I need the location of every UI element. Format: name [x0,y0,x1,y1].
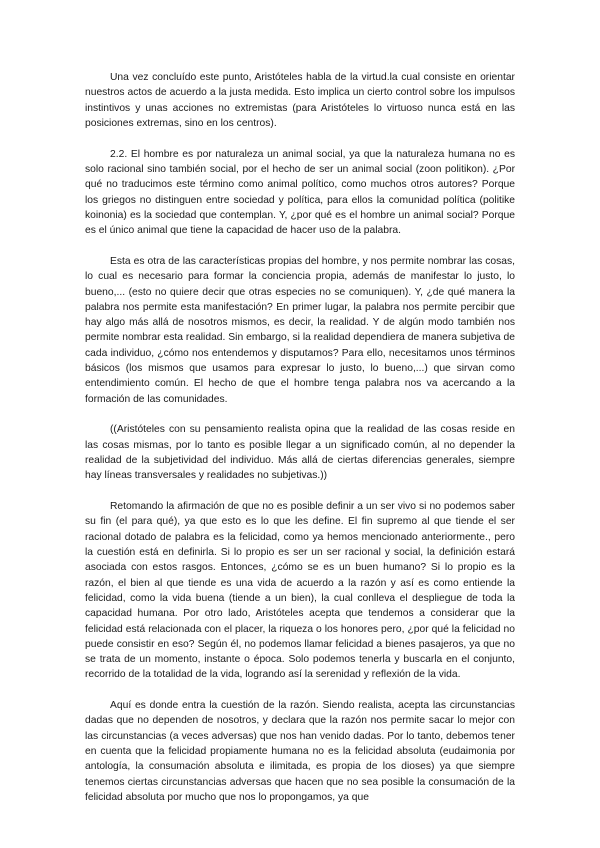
document-body [85,70,515,805]
paragraph-reason: Aquí es donde entra la cuestión de la razón. Siendo realista, acepta las circunstancias dadas que no dependen de nosotros, y declara que la razón nos permite sacar lo mejor con las circunstancias (a veces adversas) que nos han venido dadas. Por lo tanto, debemos tener en cuenta que la felicidad propiamente humana no es la felicidad absoluta (eudaimonia por antología, la consumación absoluta e ilimitada, es propia de los dioses) ya que siempre tenemos ciertas circunstancias adversas que hacen que no sea posible la consumación de la felicidad absoluta por mucho que nos lo propongamos, ya que [85,700,515,803]
paragraph-happiness: Retomando la afirmación de que no es posible definir a un ser vivo si no podemos saber su fin (el para qué), ya que esto es lo que les define. El fin supremo al que tiende el ser racional dotado de palabra es la felicidad, como ya hemos mencionado anteriormente., pero la cuestión está en definirla. Si lo propio es ser un ser racional y social, la definición estará asociada con estos rasgos. Entonces, ¿cómo se es un buen humano? Si lo propio es la razón, el bien al que tiende es una vida de acuerdo a la razón y así es como entiende la felicidad, como la vida buena (tiende a un bien), la cual conlleva el despliegue de toda la capacidad humana. Por otro lado, Aristóteles acepta que tendemos a considerar que la felicidad está relacionada con el placer, la riqueza o los honores pero, ¿por qué la felicidad no puede consistir en eso? Según él, no podemos llamar felicidad a bienes pasajeros, ya que no se trata de un momento, instante o época. Solo podemos tenerla y buscarla en el conjunto, recorrido de la totalidad de la vida, logrando así la serenidad y reflexión de la vida. [85,501,515,681]
paragraph-virtue: Una vez concluído este punto, Aristóteles habla de la virtud.la cual consiste en orientar nuestros actos de acuerdo a la justa medida. Esto implica un cierto control sobre los impulsos instintivos y unas acciones no extremistas (para Aristóteles lo virtuoso nunca está en las posiciones extremas, sino en los centros). [85,72,515,129]
paragraph-social-animal: 2.2. El hombre es por naturaleza un animal social, ya que la naturaleza humana no es solo racional sino también social, por el hecho de ser un animal social (zoon politikon). ¿Por qué no traducimos este término como animal político, como muchos otros autores? Porque los griegos no distinguen entre sociedad y política, para ellos la comunidad política (politike koinonia) es la sociedad que contemplan. Y, ¿por qué es el hombre un animal social? Porque es el único animal que tiene la capacidad de hacer uso de la palabra. [85,148,515,237]
paragraph-realism-note: ((Aristóteles con su pensamiento realista opina que la realidad de las cosas reside en las cosas mismas, por lo tanto es posible llegar a un significado común, al no depender la realidad de la subjetividad del individuo. Más allá de ciertas diferencias generales, siempre hay líneas transversales y realidades no subjetivas.)) [85,424,515,482]
paragraph-speech: Esta es otra de las características propias del hombre, y nos permite nombrar las cosas, lo cual es necesario para formar la conciencia propia, además de manifestar lo justo, lo bueno,... (esto no quiere decir que otras especies no se comuniquen). Y, ¿de qué manera la palabra nos permite esta manifestación? En primer lugar, la palabra nos permite percibir que hay algo más allá de nosotros mismos, es decir, la realidad. Y de algún modo también nos permite nombrar esta realidad. Sin embargo, si la realidad dependiera de manera subjetiva de cada individuo, ¿cómo nos entendemos y disputamos? Para ello, necesitamos unos términos básicos (los mismos que usamos para expresar lo justo, lo bueno,...) que sirvan como entendimiento común. El hecho de que el hombre tenga palabra nos va acercando a la formación de las comunidades. [85,255,515,405]
